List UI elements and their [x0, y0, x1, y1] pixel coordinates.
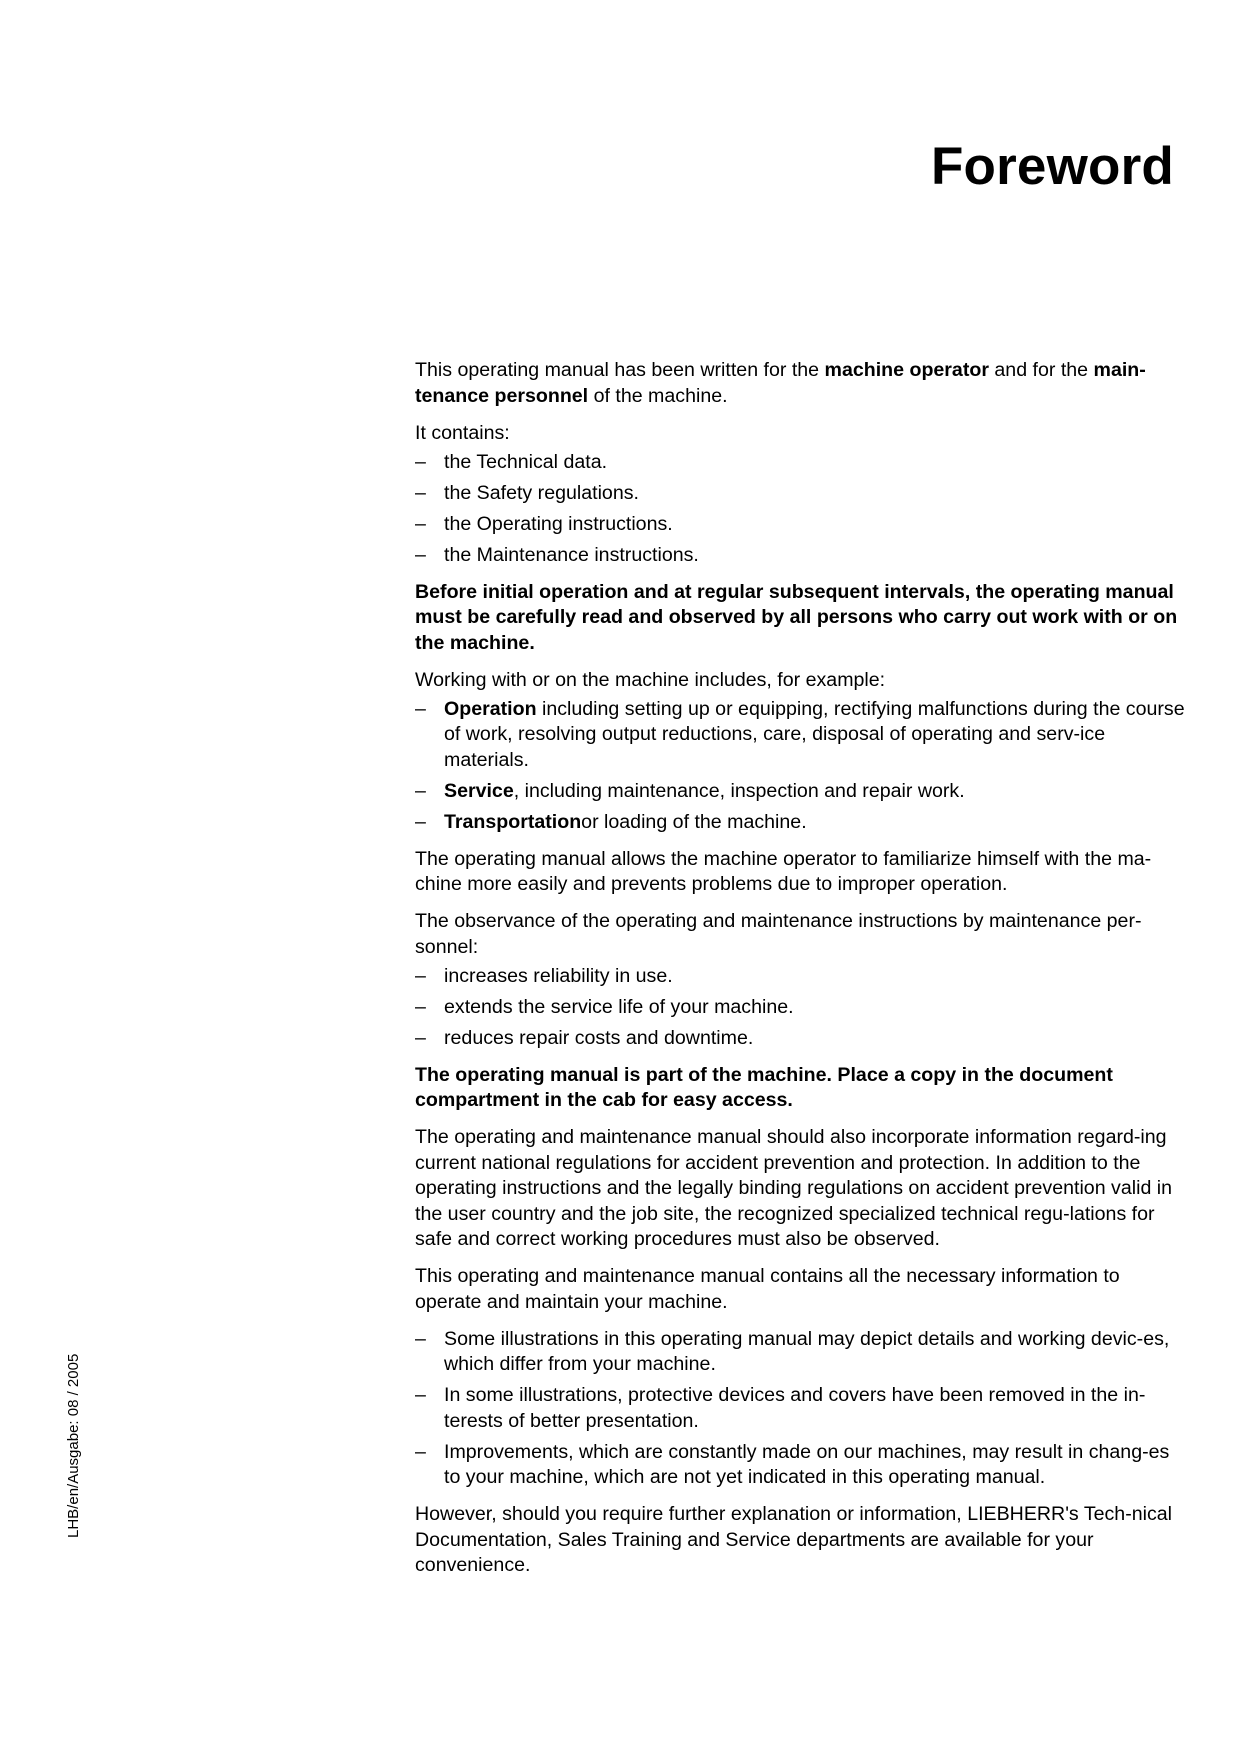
intro-paragraph: [415, 358, 1185, 409]
list-item-text: the Technical data.: [444, 450, 608, 473]
list-item-text: In some illustrations, protective devices and covers have been removed in the in-terests of better presentation.: [444, 1384, 1146, 1432]
list-item: [415, 1327, 1185, 1378]
dash-bullet: –: [415, 964, 426, 987]
dash-bullet: –: [415, 995, 426, 1018]
intro-bold-maintenance-personnel: main-tenance personnel: [415, 359, 1146, 407]
dash-bullet: –: [415, 543, 426, 566]
list-item: [415, 512, 1185, 538]
list-item: [415, 779, 1185, 805]
list-item-text: Improvements, which are constantly made on our machines, may result in chang-es to your machine, which are not yet indicated in this operating manual.: [444, 1440, 1170, 1488]
list-item-text: Some illustrations in this operating manual may depict details and working devic-es, which differ from your machine.: [444, 1327, 1170, 1375]
list-item: [415, 1026, 1185, 1052]
list-item: [415, 450, 1185, 476]
list-item: [415, 697, 1185, 774]
list-item: [415, 1440, 1185, 1491]
notes-list: [415, 1327, 1185, 1491]
dash-bullet: –: [415, 697, 426, 720]
working-list: [415, 697, 1185, 836]
contains-lead: It contains:: [415, 421, 510, 444]
list-item-keyword: Transportation: [444, 810, 582, 833]
dash-bullet: –: [415, 779, 426, 802]
list-item: [415, 995, 1185, 1021]
intro-text-1: This operating manual has been written for the: [415, 359, 825, 381]
list-item: [415, 810, 1185, 836]
list-item: [415, 481, 1185, 507]
closing-paragraph: However, should you require further explanation or information, LIEBHERR's Tech-nical Documentation, Sales Training and Service departments are available for your convenience.: [415, 1503, 1173, 1576]
dash-bullet: –: [415, 1440, 426, 1463]
edition-label: LHB/en/Ausgabe: 08 / 2005: [65, 1353, 82, 1538]
list-item-text: extends the service life of your machine.: [444, 995, 794, 1018]
contains-all-paragraph: This operating and maintenance manual contains all the necessary information to operate and maintain your machine.: [415, 1265, 1120, 1313]
list-item: [415, 964, 1185, 990]
list-item-text: reduces repair costs and downtime.: [444, 1026, 754, 1049]
page-title: Foreword: [930, 137, 1174, 196]
working-lead: Working with or on the machine includes, for example:: [415, 668, 886, 691]
list-item-keyword: Service: [444, 779, 514, 802]
list-item-text: including setting up or equipping, rectifying malfunctions during the course of work, resolving output reductions, care, disposal of operating and serv-ice materials.: [444, 697, 1185, 771]
intro-bold-machine-operator: machine operator: [824, 359, 989, 381]
list-item: [415, 1383, 1185, 1434]
dash-bullet: –: [415, 1026, 426, 1049]
dash-bullet: –: [415, 512, 426, 535]
dash-bullet: –: [415, 810, 426, 833]
list-item-text: increases reliability in use.: [444, 964, 673, 987]
list-item-text: , including maintenance, inspection and repair work.: [513, 779, 965, 802]
contains-list: [415, 450, 1185, 569]
copy-warning: The operating manual is part of the machine. Place a copy in the document compartment in the cab for easy access.: [415, 1063, 1113, 1111]
observance-list: [415, 964, 1185, 1052]
intro-text-3: of the machine.: [588, 384, 728, 407]
foreword-body: [415, 358, 1185, 1590]
list-item-text: the Operating instructions.: [444, 512, 673, 535]
list-item-text: the Safety regulations.: [444, 481, 639, 504]
observance-lead: The observance of the operating and maintenance instructions by maintenance per-sonnel:: [415, 910, 1142, 958]
familiarize-paragraph: The operating manual allows the machine operator to familiarize himself with the ma-chine more easily and prevents problems due to improper operation.: [415, 847, 1152, 895]
regulations-paragraph: The operating and maintenance manual should also incorporate information regard-ing current national regulations for accident prevention and protection. In addition to the operating instructions and the legally binding regulations on accident prevention valid in the user country and the job site, the recognized specialized technical regu-lations for safe and correct working procedures must also be observed.: [415, 1126, 1173, 1250]
list-item-text: or loading of the machine.: [581, 810, 807, 833]
dash-bullet: –: [415, 450, 426, 473]
dash-bullet: –: [415, 1327, 426, 1350]
list-item-text: the Maintenance instructions.: [444, 543, 699, 566]
list-item-keyword: Operation: [444, 697, 537, 720]
list-item: [415, 543, 1185, 569]
intro-text-2: and for the: [988, 359, 1094, 381]
dash-bullet: –: [415, 1384, 426, 1406]
read-warning: Before initial operation and at regular subsequent intervals, the operating manual must be carefully read and observed by all persons who carry out work with or on the machine.: [415, 580, 1178, 654]
dash-bullet: –: [415, 481, 426, 504]
